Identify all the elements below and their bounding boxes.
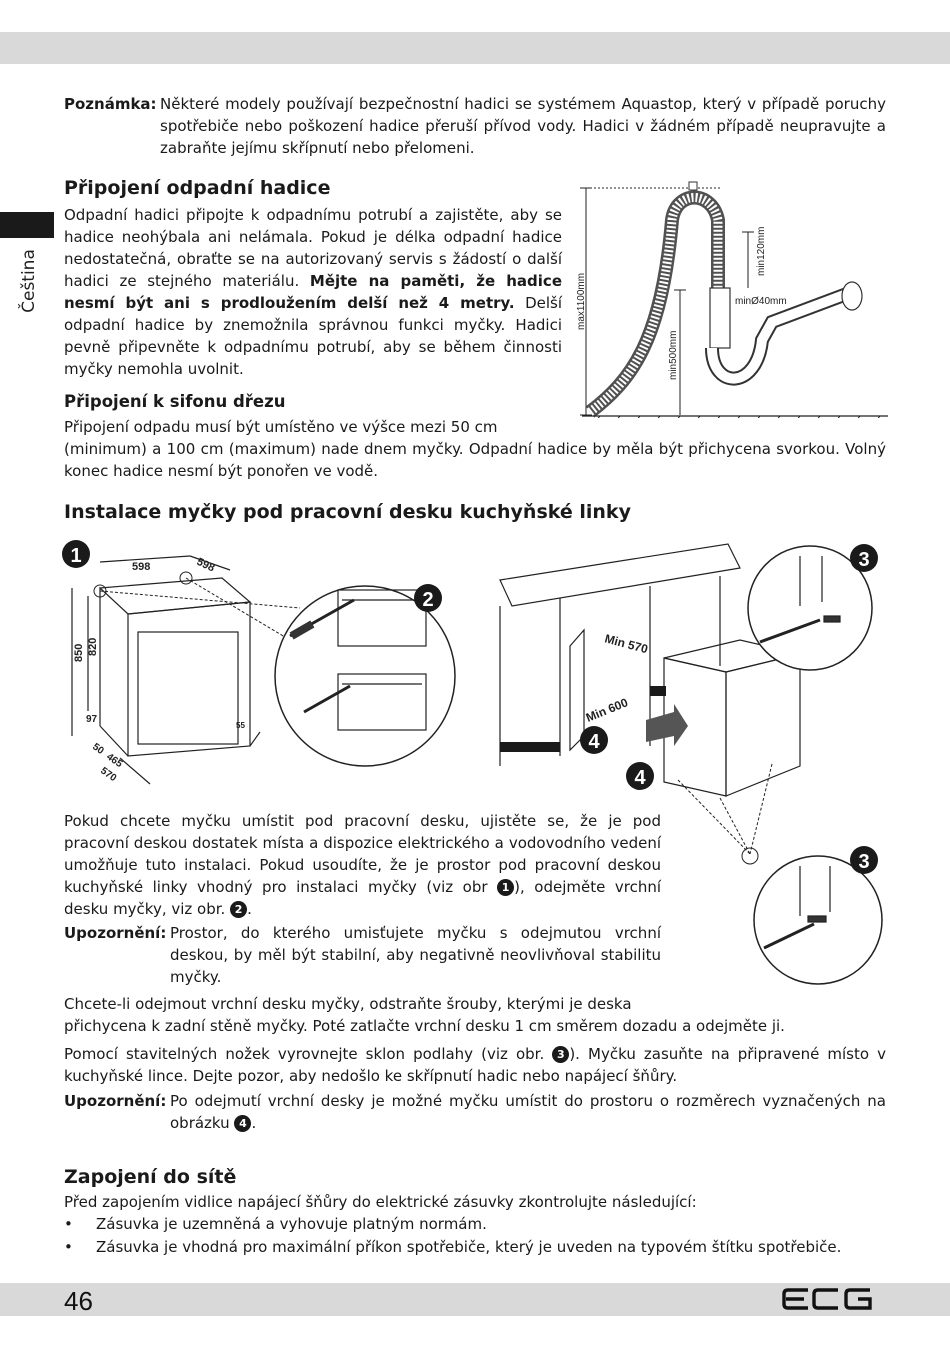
power-checklist xyxy=(64,1213,886,1259)
dim-width-side: 598 xyxy=(194,555,217,575)
warning2-text: Po odejmutí vrchní desky je možné myčku umístit do prostoru o rozměrech vyznačených na obrázku 4 . xyxy=(170,1092,886,1132)
dim-base-a: 50 xyxy=(90,741,106,757)
language-tab-marker xyxy=(0,212,54,238)
warning2-label: Upozornění: xyxy=(64,1092,167,1110)
drain-text: Odpadní hadici připojte k odpadnímu potrubí a zajistěte, aby se hadice neohýbala ani nelámala. Pokud je délka odpadní hadice nedostatečná, obraťte se na autorizovaný servis s žádostí o další hadici ze stejného materiálu. Mějte na paměti, že hadice nesmí být ani s prodloužením delší než 4 metry. Delší odpadní hadice by znemožnila správnou funkci myčky. Hadici pevně připevněte k odpadnímu potrubí, aby se během činnosti myčky nemohla uvolnit. xyxy=(64,206,563,378)
warning1-label: Upozornění: xyxy=(64,924,167,942)
drain-warning-bold: Mějte na paměti, že hadice nesmí být ani s prodloužením delší než 4 metry. xyxy=(64,272,562,312)
ref-fig4: 4 xyxy=(234,1115,251,1132)
dim-feet: 97 xyxy=(86,714,98,725)
install-para2-line1: Chcete-li odejmout vrchní desku myčky, odstraňte šrouby, kterými je deska xyxy=(64,995,632,1013)
siphon-text: (minimum) a 100 cm (maximum) nade dnem myčky. Odpadní hadice by měla být přichycena svorkou. Volný konec hadice nesmí být ponořen ve vodě. xyxy=(64,440,886,480)
fig1-marker: 1 xyxy=(70,545,82,567)
dim-width-front: 598 xyxy=(132,561,151,573)
install-para1: Pokud chcete myčku umístit pod pracovní desku, ujistěte se, že je pod pracovní deskou dostatek místa a dispozice elektrického a vodovodního vedení umožňuje tuto instalaci. Pokud usoudíte, že je prostor pod pracovní deskou kuchyňské linky vhodný pro instalaci myčky (viz obr 1 ), odejměte vrchní desku myčky, viz obr. 2 . xyxy=(64,812,662,918)
min-height-label: min500mm xyxy=(668,330,679,380)
drain-hose-diagram xyxy=(572,180,890,418)
power-intro: Před zapojením vidlice napájecí šňůry do elektrické zásuvky zkontrolujte následující: xyxy=(64,1193,697,1211)
ref-fig2: 2 xyxy=(230,901,247,918)
fig4-marker-b: 4 xyxy=(634,767,646,789)
ref-fig3: 3 xyxy=(552,1046,569,1063)
language-tab-label: Čeština xyxy=(19,249,39,313)
dim-plinth: 55 xyxy=(236,721,245,730)
drain-heading: Připojení odpadní hadice xyxy=(64,177,331,199)
dim-height-max: 850 xyxy=(73,643,85,662)
dim-base-b: 465 xyxy=(104,751,125,771)
list-item: • Zásuvka je vhodná pro maximální příkon spotřebiče, který je uveden na typovém štítku spotřebiče. xyxy=(64,1238,842,1256)
ref-fig1: 1 xyxy=(497,879,514,896)
fig3-marker-top: 3 xyxy=(858,549,870,571)
siphon-text-line1: Připojení odpadu musí být umístěno ve výšce mezi 50 cm xyxy=(64,418,498,436)
fig2-marker: 2 xyxy=(422,589,434,611)
min-depth-label: Min 570 xyxy=(603,631,650,657)
hook-label: min120mm xyxy=(756,226,767,276)
min-width-label: Min 600 xyxy=(583,695,630,725)
warning-block-1 xyxy=(64,922,661,988)
dim-height-min: 820 xyxy=(87,637,99,656)
dim-depth: 570 xyxy=(98,765,119,785)
install-para3: Pomocí stavitelných nožek vyrovnejte sklon podlahy (viz obr. 3 ). Myčku zasuňte na připravené místo v kuchyňské lince. Dejte pozor, aby nedošlo ke skřípnutí hadic nebo napájecí šňůry. xyxy=(64,1045,887,1085)
note-block xyxy=(64,93,886,159)
install-heading: Instalace myčky pod pracovní desku kuchyňské linky xyxy=(64,501,631,523)
install-para2-line2: přichycena k zadní stěně myčky. Poté zatlačte vrchní desku 1 cm směrem dozadu a odejměte ji. xyxy=(64,1017,785,1035)
max-height-label: max1100mm xyxy=(576,272,587,330)
header-bar xyxy=(0,32,950,64)
fig4-marker-a: 4 xyxy=(588,731,600,753)
ecg-logo xyxy=(782,1286,874,1312)
pipe-diameter-label: minØ40mm xyxy=(735,296,787,307)
note-label: Poznámka: xyxy=(64,95,157,113)
note-text: Některé modely používají bezpečnostní hadici se systémem Aquastop, který v případě poruchy spotřebiče nebo poškození hadice přeruší přívod vody. Hadici v žádném případě neupravujte a zabraňte jejímu skřípnutí nebo přelomeni. xyxy=(160,95,886,157)
list-item: • Zásuvka je uzemněná a vyhovuje platným normám. xyxy=(64,1215,487,1233)
siphon-heading: Připojení k sifonu dřezu xyxy=(64,392,286,411)
page-number: 46 xyxy=(64,1286,93,1316)
fig3-marker-bottom: 3 xyxy=(858,851,870,873)
warning1-text: Prostor, do kterého umisťujete myčku s odejmutou vrchní deskou, by měl být stabilní, aby negativně neovlivňoval stabilitu myčky. xyxy=(170,924,661,986)
warning-block-2 xyxy=(64,1090,886,1134)
power-heading: Zapojení do sítě xyxy=(64,1166,237,1188)
